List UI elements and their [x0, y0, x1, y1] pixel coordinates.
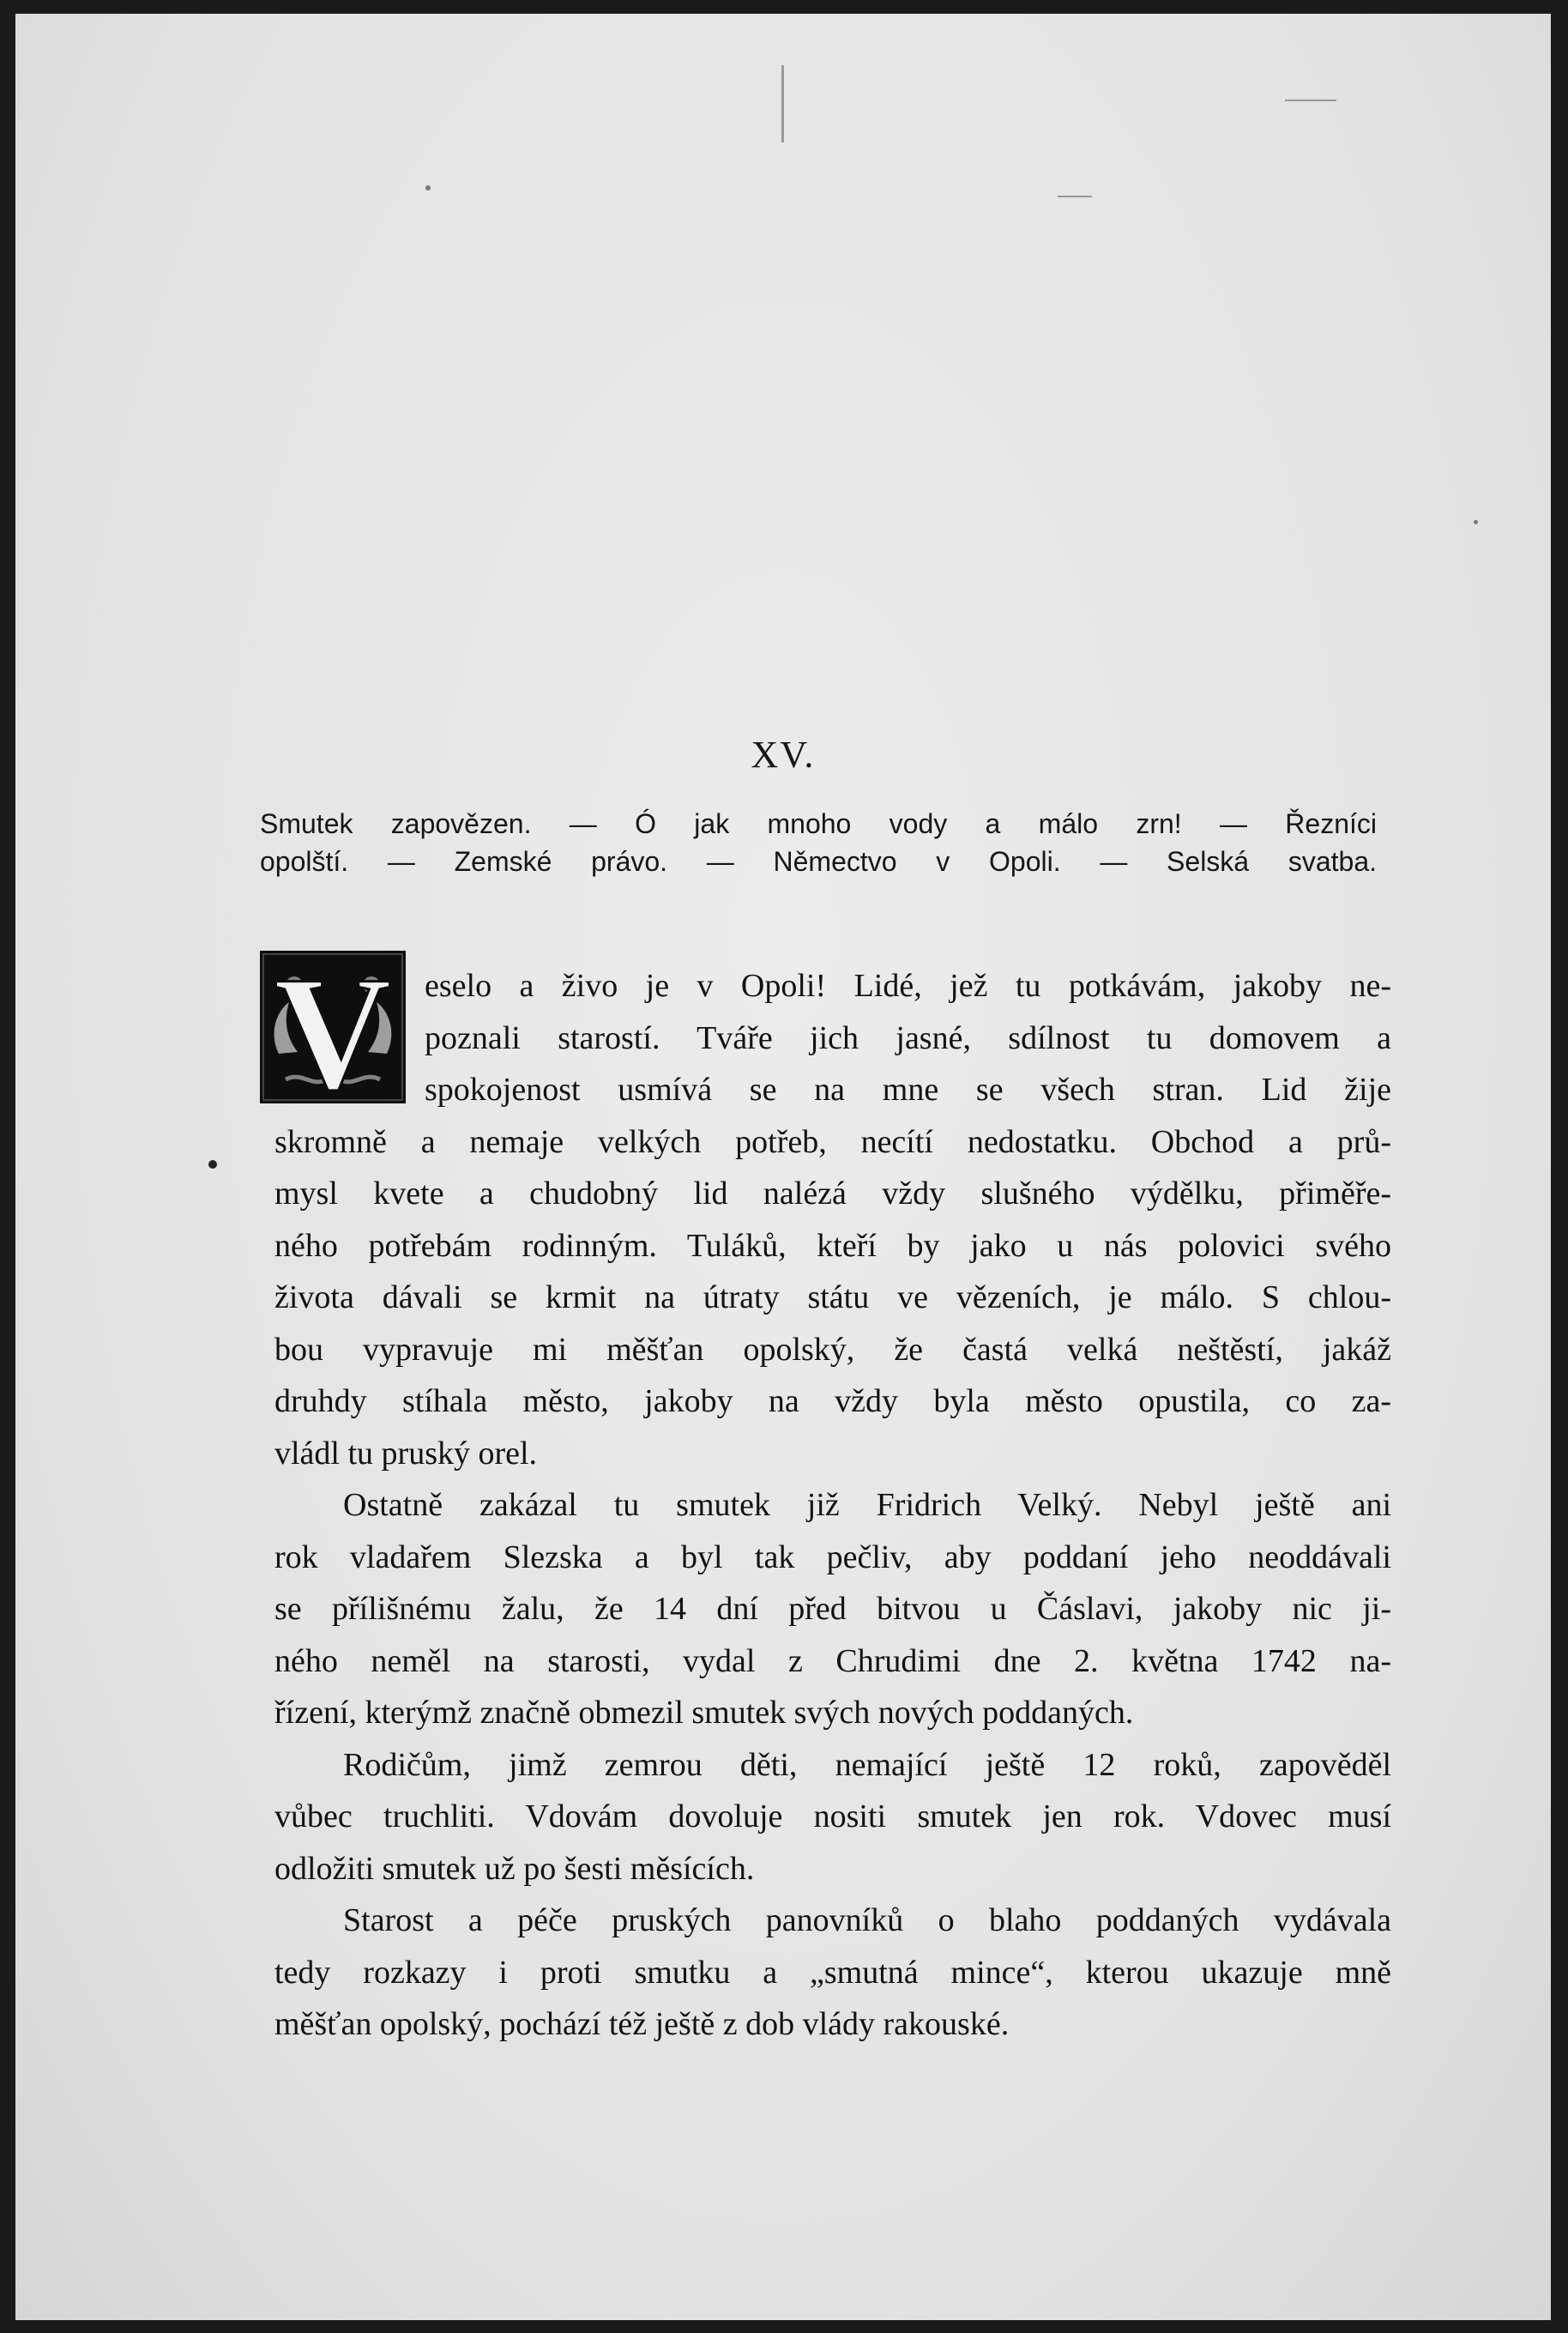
paragraph: [274, 1479, 1391, 1739]
text-line: Ostatně zakázal tu smutek již Fridrich Velký. Nebyl ještě ani: [343, 1487, 1391, 1523]
text-line: druhdy stíhala město, jakoby na vždy byla město opustila, co za-: [274, 1383, 1391, 1419]
text-line: Rodičům, jimž zemrou děti, nemající ještě 12 roků, zapověděl: [343, 1746, 1391, 1783]
text-line: skromně a nemaje velkých potřeb, necítí nedostatku. Obchod a prů-: [274, 1123, 1391, 1160]
text-line: spokojenost usmívá se na mne se všech stran. Lid žije: [425, 1072, 1391, 1108]
text-line: poznali starostí. Tváře jich jasné, sdílnost tu domovem a: [425, 1019, 1391, 1056]
text-line: odložiti smutek už po šesti měsících.: [274, 1850, 755, 1887]
paragraph: [274, 1895, 1391, 2051]
book-page: [15, 14, 1551, 2320]
text-line: bou vypravuje mi měšťan opolský, že častá velká neštěstí, jakáž: [274, 1331, 1391, 1368]
svg-text:V: V: [274, 951, 392, 1103]
scan-speck: [208, 1160, 217, 1169]
scan-mark: [1285, 100, 1336, 101]
paragraph: [274, 960, 1391, 1479]
text-line: Starost a péče pruských panovníků o blaho poddaných vydávala: [343, 1902, 1391, 1938]
chapter-number: XV.: [751, 734, 816, 776]
chapter-summary: [260, 805, 1377, 880]
text-line: rok vladařem Slezska a byl tak pečliv, aby poddaní jeho neoddávali: [274, 1538, 1391, 1575]
text-line: mysl kvete a chudobný lid nalézá vždy slušného výdělku, přiměře-: [274, 1176, 1391, 1212]
text-line: ného potřebám rodinným. Tuláků, kteří by jako u nás polovici svého: [274, 1227, 1391, 1264]
text-line: tedy rozkazy i proti smutku a „smutná mince“, kterou ukazuje mně: [274, 1954, 1391, 1991]
text-line: řízení, kterýmž značně obmezil smutek svých nových poddaných.: [274, 1695, 1134, 1731]
scan-mark: [1058, 196, 1092, 197]
text-line: vůbec truchliti. Vdovám dovoluje nositi smutek jen rok. Vdovec musí: [274, 1798, 1391, 1834]
text-line: eselo a živo je v Opoli! Lidé, jež tu potkávám, jakoby ne-: [425, 968, 1391, 1004]
text-line: měšťan opolský, pochází též ještě z dob vlády rakouské.: [274, 2006, 1010, 2042]
text-line: vládl tu pruský orel.: [274, 1435, 538, 1472]
scan-speck: [1474, 520, 1478, 524]
scan-speck: [425, 185, 431, 190]
scan-mark: [781, 65, 784, 142]
text-line: ného neměl na starosti, vydal z Chrudimi dne 2. května 1742 na-: [274, 1642, 1391, 1679]
text-line: se přílišnému žalu, že 14 dní před bitvou u Čáslavi, jakoby nic ji-: [274, 1591, 1391, 1627]
summary-line: Smutek zapovězen. — Ó jak mnoho vody a málo zrn! — Řezníci: [260, 808, 1377, 839]
paragraph: [274, 1739, 1391, 1895]
text-line: života dávali se krmit na útraty státu ve vězeních, je málo. S chlou-: [274, 1279, 1391, 1315]
summary-line: opolští. — Zemské právo. — Němectvo v Opoli. — Selská svatba.: [260, 846, 1377, 877]
chapter-body: [274, 960, 1391, 2051]
